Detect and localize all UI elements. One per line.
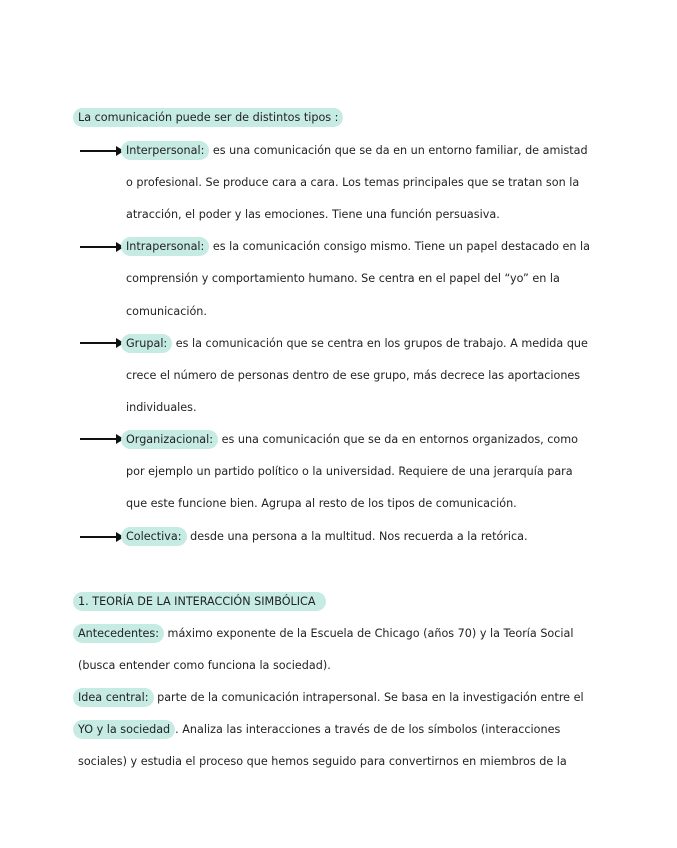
idea-line-1 — [78, 690, 584, 706]
idea-term: Idea central: — [73, 688, 154, 707]
antecedentes-line-2: (busca entender como funciona la sociedad). — [78, 659, 331, 672]
arrow-icon — [80, 242, 124, 252]
type-intrapersonal-line-2: comprensión y comportamiento humano. Se centra en el papel del “yo” en la — [126, 272, 560, 285]
type-interpersonal-line-1 — [126, 143, 588, 159]
idea-term-2: YO y la sociedad — [73, 720, 175, 739]
type-grupal-line-2: crece el número de personas dentro de ese grupo, más decrece las aportaciones — [126, 369, 581, 382]
antecedentes-term: Antecedentes: — [73, 624, 164, 643]
type-grupal-line-1 — [126, 336, 588, 352]
idea-text: parte de la comunicación intrapersonal. Se basa en la investigación entre el — [153, 691, 584, 704]
type-term: Intrapersonal: — [121, 237, 209, 256]
type-text: es una comunicación que se da en entornos organizados, como — [218, 433, 579, 446]
antecedentes-text: máximo exponente de la Escuela de Chicago (años 70) y la Teoría Social — [164, 627, 574, 640]
arrow-icon — [80, 532, 124, 542]
type-organizacional-line-2: por ejemplo un partido político o la universidad. Requiere de una jerarquía para — [126, 465, 573, 478]
type-term: Interpersonal: — [121, 141, 209, 160]
type-intrapersonal-line-1 — [126, 239, 590, 255]
type-colectiva-line-1 — [126, 529, 528, 545]
type-term: Organizacional: — [121, 430, 218, 449]
idea-text-2: . Analiza las interacciones a través de de los símbolos (interacciones — [175, 723, 561, 736]
type-interpersonal-line-2: o profesional. Se produce cara a cara. Los temas principales que se tratan son la — [126, 176, 580, 189]
idea-line-2 — [78, 722, 560, 738]
intro-line — [78, 110, 343, 126]
intro-highlight: La comunicación puede ser de distintos tipos : — [73, 108, 343, 127]
type-term: Colectiva: — [121, 527, 187, 546]
type-intrapersonal-line-3: comunicación. — [126, 305, 207, 318]
antecedentes-line-1 — [78, 626, 573, 642]
arrow-icon — [80, 338, 124, 348]
arrow-icon — [80, 434, 124, 444]
type-interpersonal-line-3: atracción, el poder y las emociones. Tiene una función persuasiva. — [126, 208, 500, 221]
type-term: Grupal: — [121, 334, 172, 353]
arrow-icon — [80, 146, 124, 156]
type-text: es la comunicación que se centra en los grupos de trabajo. A medida que — [172, 337, 588, 350]
idea-line-3: sociales) y estudia el proceso que hemos seguido para convertirnos en miembros de la — [78, 755, 567, 768]
type-grupal-line-3: individuales. — [126, 401, 197, 414]
type-organizacional-line-3: que este funcione bien. Agrupa al resto de los tipos de comunicación. — [126, 497, 517, 510]
type-organizacional-line-1 — [126, 432, 578, 448]
type-text: desde una persona a la multitud. Nos recuerda a la retórica. — [186, 530, 528, 543]
section-heading — [78, 594, 326, 610]
type-text: es la comunicación consigo mismo. Tiene un papel destacado en la — [209, 240, 591, 253]
section-heading-text: 1. TEORÍA DE LA INTERACCIÓN SIMBÓLICA — [73, 592, 326, 611]
type-text: es una comunicación que se da en un entorno familiar, de amistad — [209, 144, 588, 157]
